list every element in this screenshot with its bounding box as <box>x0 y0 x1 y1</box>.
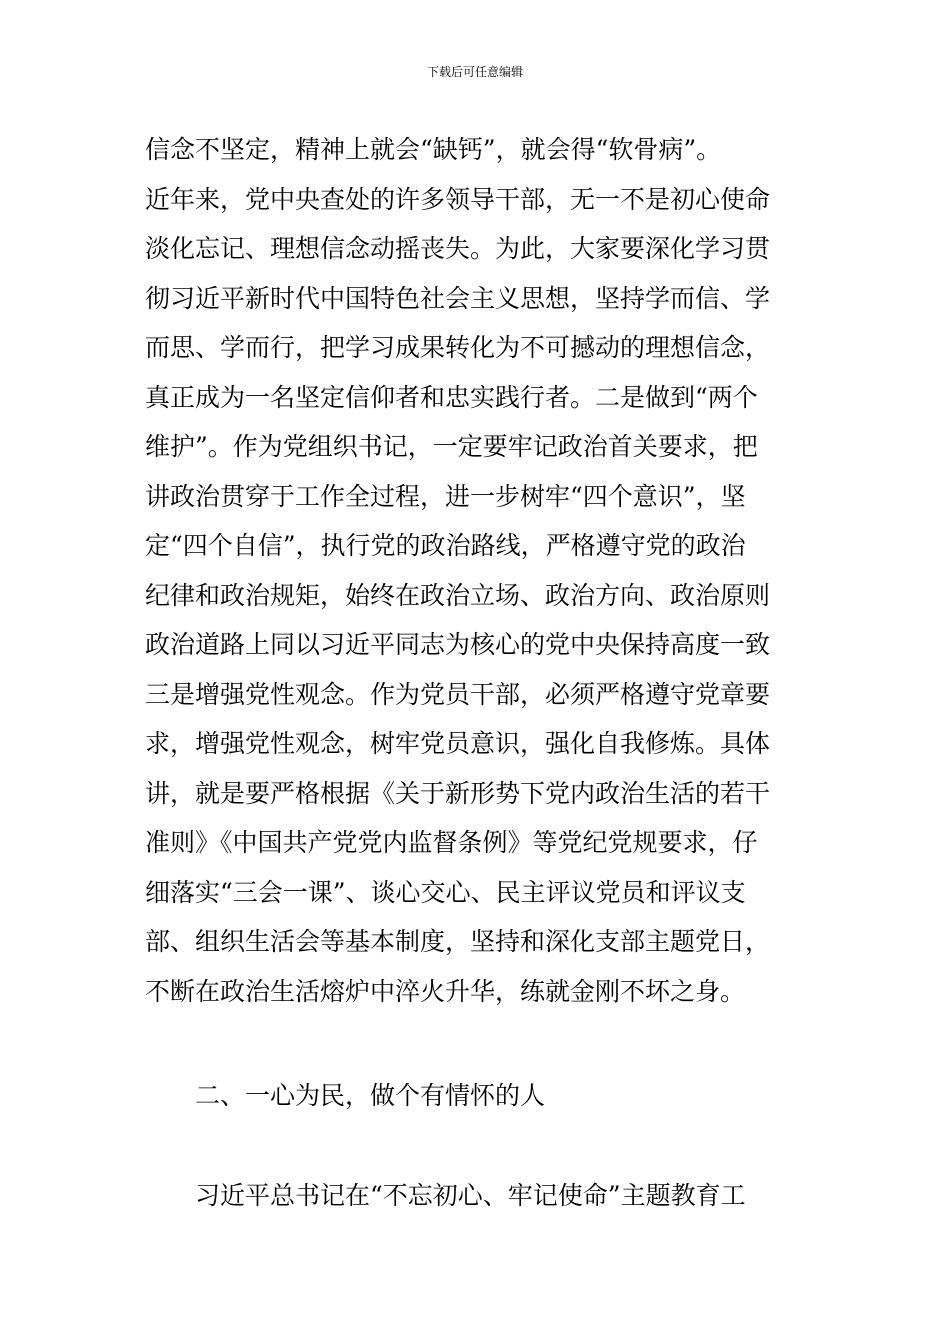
paragraph-start-line: 习近平总书记在“不忘初心、牢记使命”主题教育工 <box>195 1181 746 1210</box>
text-line: 三是增强党性观念。作为党员干部，必须严格遵守党章要 <box>145 679 771 709</box>
text-line: 细落实“三会一课”、谈心交心、民主评议党员和评议支 <box>145 877 746 907</box>
text-line: 准则》《中国共产党党内监督条例》等党纪党规要求，仔 <box>145 828 758 857</box>
text-line: 不断在政治生活熔炉中淬火升华，练就金刚不坏之身。 <box>145 976 746 1006</box>
text-line: 信念不坚定，精神上就会“缺钙”，就会得“软骨病”。 <box>145 135 722 164</box>
text-line: 淡化忘记、理想信念动摇丧失。为此，大家要深化学习贯 <box>145 234 771 263</box>
text-line: 维护”。作为党组织书记，一定要牢记政治首关要求，把 <box>145 432 758 461</box>
text-line: 纪律和政治规矩，始终在政治立场、政治方向、政治原则 <box>145 580 771 610</box>
text-line: 定“四个自信”，执行党的政治路线，严格遵守党的政治 <box>145 531 746 560</box>
text-line: 讲，就是要严格根据《关于新形势下党内政治生活的若干 <box>145 778 771 808</box>
text-line: 真正成为一名坚定信仰者和忠实践行者。二是做到“两个 <box>145 382 758 412</box>
body-paragraph <box>145 125 805 1016</box>
text-line: 近年来，党中央查处的许多领导干部，无一不是初心使命 <box>145 184 771 214</box>
section-heading: 二、一心为民，做个有情怀的人 <box>195 1081 546 1110</box>
text-line: 求，增强党性观念，树牢党员意识，强化自我修炼。具体 <box>145 729 771 758</box>
page-header-note: 下载后可任意编辑 <box>426 65 523 79</box>
text-line: 政治道路上同以习近平同志为核心的党中央保持高度一致 <box>145 630 771 659</box>
text-line: 彻习近平新时代中国特色社会主义思想，坚持学而信、学 <box>145 283 771 313</box>
text-line: 部、组织生活会等基本制度，坚持和深化支部主题党日， <box>145 927 771 956</box>
text-line: 而思、学而行，把学习成果转化为不可撼动的理想信念， <box>145 333 771 362</box>
text-line: 讲政治贯穿于工作全过程，进一步树牢“四个意识”，坚 <box>145 481 746 511</box>
